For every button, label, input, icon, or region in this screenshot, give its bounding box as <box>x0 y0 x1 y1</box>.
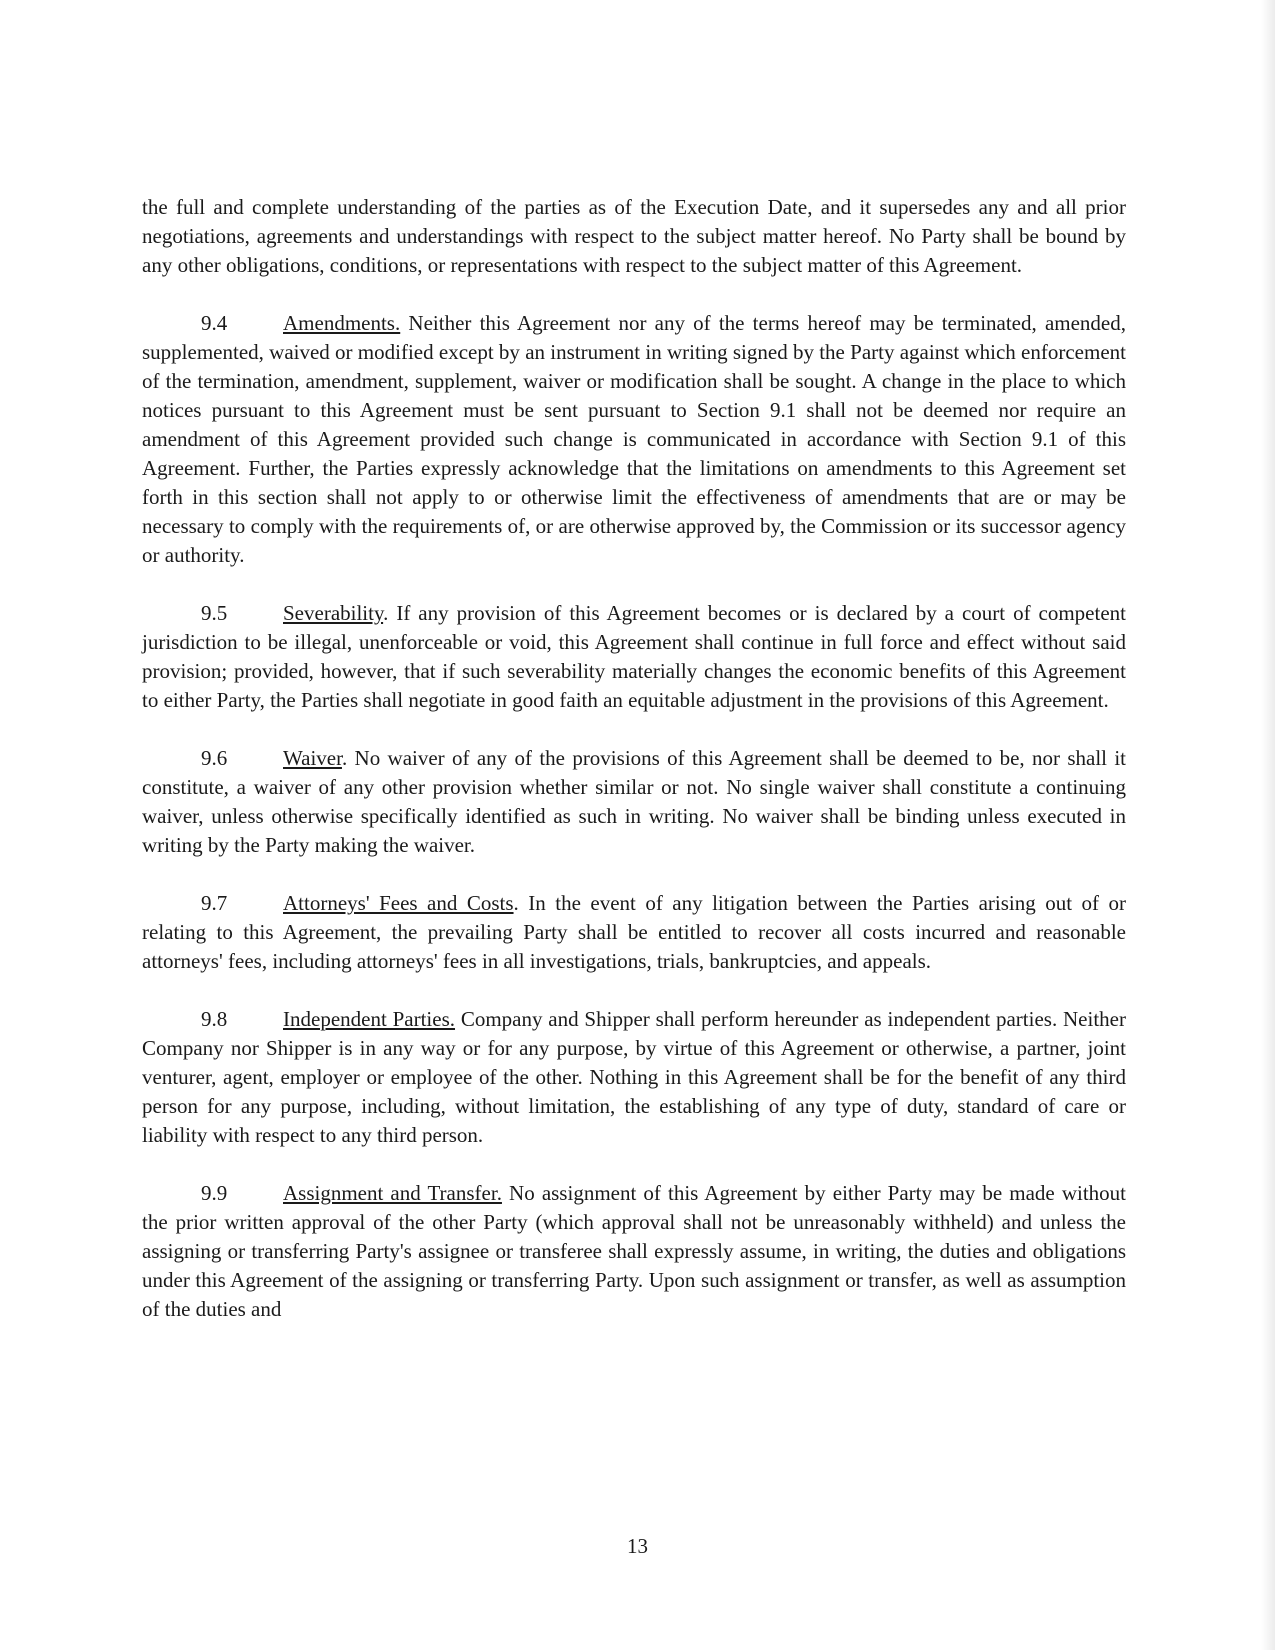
section-9-7 <box>142 889 1126 976</box>
section-number: 9.6 <box>201 746 228 770</box>
page-number: 13 <box>627 1534 648 1558</box>
section-body: . No waiver of any of the provisions of this Agreement shall be deemed to be, nor shall it constitute, a waiver of any other provision whether similar or not. No single waiver shall constitute a continuing waiver, unless otherwise specifically identified as such in writing. No waiver shall be binding unless executed in writing by the Party making the waiver. <box>142 746 1126 857</box>
section-number: 9.8 <box>201 1007 228 1031</box>
page-edge-shadow <box>1261 0 1275 1650</box>
section-9-5 <box>142 599 1126 715</box>
section-title: Severability <box>283 601 384 625</box>
section-number: 9.4 <box>201 311 228 335</box>
section-number: 9.9 <box>201 1181 228 1205</box>
section-9-6 <box>142 744 1126 860</box>
section-title: Waiver <box>283 746 342 770</box>
section-title: Assignment and Transfer. <box>283 1181 502 1205</box>
section-title: Amendments. <box>283 311 401 335</box>
section-body: . If any provision of this Agreement becomes or is declared by a court of competent jurisdiction to be illegal, unenforceable or void, this Agreement shall continue in full force and effect without said provision; provided, however, that if such severability materially changes the economic benefits of this Agreement to either Party, the Parties shall negotiate in good faith an equitable adjustment in the provisions of this Agreement. <box>142 601 1126 712</box>
section-9-4 <box>142 309 1126 570</box>
section-9-9 <box>142 1179 1126 1324</box>
continuation-paragraph: the full and complete understanding of the parties as of the Execution Date, and it supersedes any and all prior negotiations, agreements and understandings with respect to the subject matter hereof. No Party shall be bound by any other obligations, conditions, or representations with respect to the subject matter of this Agreement. <box>142 195 1126 277</box>
section-number: 9.5 <box>201 601 228 625</box>
section-9-8 <box>142 1005 1126 1150</box>
section-number: 9.7 <box>201 891 228 915</box>
section-body: . In the event of any litigation between the Parties arising out of or relating to this Agreement, the prevailing Party shall be entitled to recover all costs incurred and reasonable attorneys' fees, including attorneys' fees in all investigations, trials, bankruptcies, and appeals. <box>142 891 1127 973</box>
document-body <box>142 193 1126 1353</box>
section-body: No assignment of this Agreement by either Party may be made without the prior written approval of the other Party (which approval shall not be unreasonably withheld) and unless the assigning or transferring Party's assignee or transferee shall expressly assume, in writing, the duties and obligations under this Agreement of the assigning or transferring Party. Upon such assignment or transfer, as well as assumption of the duties and <box>142 1181 1127 1321</box>
section-body: Company and Shipper shall perform hereunder as independent parties. Neither Company nor Shipper is in any way or for any purpose, by virtue of this Agreement or otherwise, a partner, joint venturer, agent, employer or employee of the other. Nothing in this Agreement shall be for the benefit of any third person for any purpose, including, without limitation, the establishing of any type of duty, standard of care or liability with respect to any third person. <box>142 1007 1126 1147</box>
section-title: Attorneys' Fees and Costs <box>283 891 514 915</box>
section-body: Neither this Agreement nor any of the terms hereof may be terminated, amended, supplemented, waived or modified except by an instrument in writing signed by the Party against which enforcement of the termination, amendment, supplement, waiver or modification shall be sought. A change in the place to which notices pursuant to this Agreement must be sent pursuant to Section 9.1 shall not be deemed nor require an amendment of this Agreement provided such change is communicated in accordance with Section 9.1 of this Agreement. Further, the Parties expressly acknowledge that the limitations on amendments to this Agreement set forth in this section shall not apply to or otherwise limit the effectiveness of amendments that are or may be necessary to comply with the requirements of, or are otherwise approved by, the Commission or its successor agency or authority. <box>142 311 1126 567</box>
section-title: Independent Parties. <box>283 1007 456 1031</box>
